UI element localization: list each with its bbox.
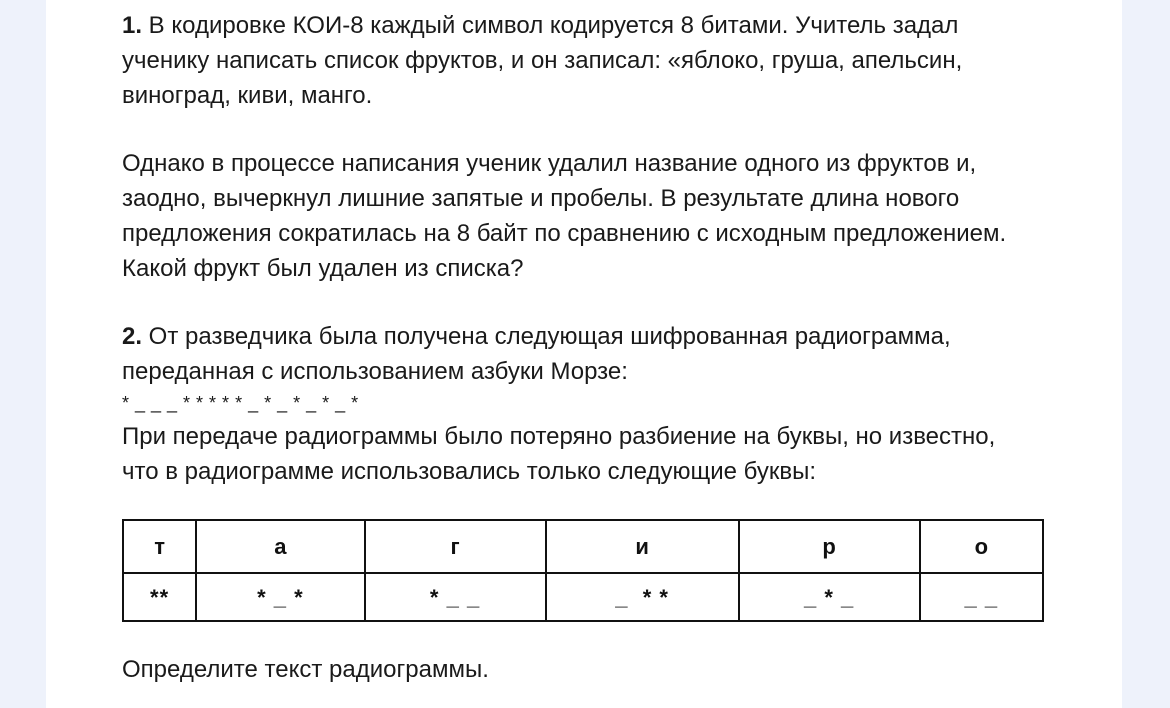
task1-line-6: предложения сократилась на 8 байт по сравнению с исходным предложением. (122, 220, 1007, 247)
document-page (46, 0, 1122, 708)
task1-line-3: виноград, киви, манго. (122, 82, 373, 109)
task1-line-2: ученику написать список фруктов, и он записал: «яблоко, груша, апельсин, (122, 47, 963, 74)
table-cell-code: * _ _ (365, 573, 546, 621)
task2-line-3: При передаче радиограммы было потеряно разбиение на буквы, но известно, (122, 423, 996, 450)
table-cell-code: _ _ (920, 573, 1043, 621)
task1-line-7: Какой фрукт был удален из списка? (122, 255, 524, 282)
paragraph-gap (122, 113, 1102, 146)
task2-final-question: Определите текст радиограммы. (122, 656, 489, 683)
table-cell-letter: г (365, 520, 546, 573)
document-content (122, 8, 1102, 687)
table-cell-letter: т (123, 520, 196, 573)
table-cell-letter: р (739, 520, 920, 573)
task1-number: 1. (122, 12, 143, 39)
task2-paragraph (122, 319, 1102, 354)
table-cell-code: _ * _ (739, 573, 920, 621)
table-cell-code: _ * * (546, 573, 739, 621)
morse-code-message: * _ _ _ * * * * * _ * _ * _ * _ * (122, 393, 359, 413)
table-cell-letter: о (920, 520, 1043, 573)
task2-line-4: что в радиограмме использовались только следующие буквы: (122, 458, 817, 485)
task2-line-2: переданная с использованием азбуки Морзе: (122, 358, 628, 385)
table-cell-letter: а (196, 520, 364, 573)
task1-line-4: Однако в процессе написания ученик удалил название одного из фруктов и, (122, 150, 977, 177)
paragraph-gap (122, 286, 1102, 319)
table-cell-letter: и (546, 520, 739, 573)
table-row-letters (123, 520, 1043, 573)
task1-line-5: заодно, вычеркнул лишние запятые и пробелы. В результате длина нового (122, 185, 960, 212)
task1-line-1: В кодировке КОИ-8 каждый символ кодируется 8 битами. Учитель задал (142, 12, 959, 39)
table-row-codes (123, 573, 1043, 621)
task2-number: 2. (122, 323, 143, 350)
table-cell-code: ** (123, 573, 196, 621)
morse-letters-table (122, 519, 1044, 622)
task1-paragraph (122, 8, 1102, 43)
table-cell-code: * _ * (196, 573, 364, 621)
task2-line-1: От разведчика была получена следующая шифрованная радиограмма, (142, 323, 951, 350)
